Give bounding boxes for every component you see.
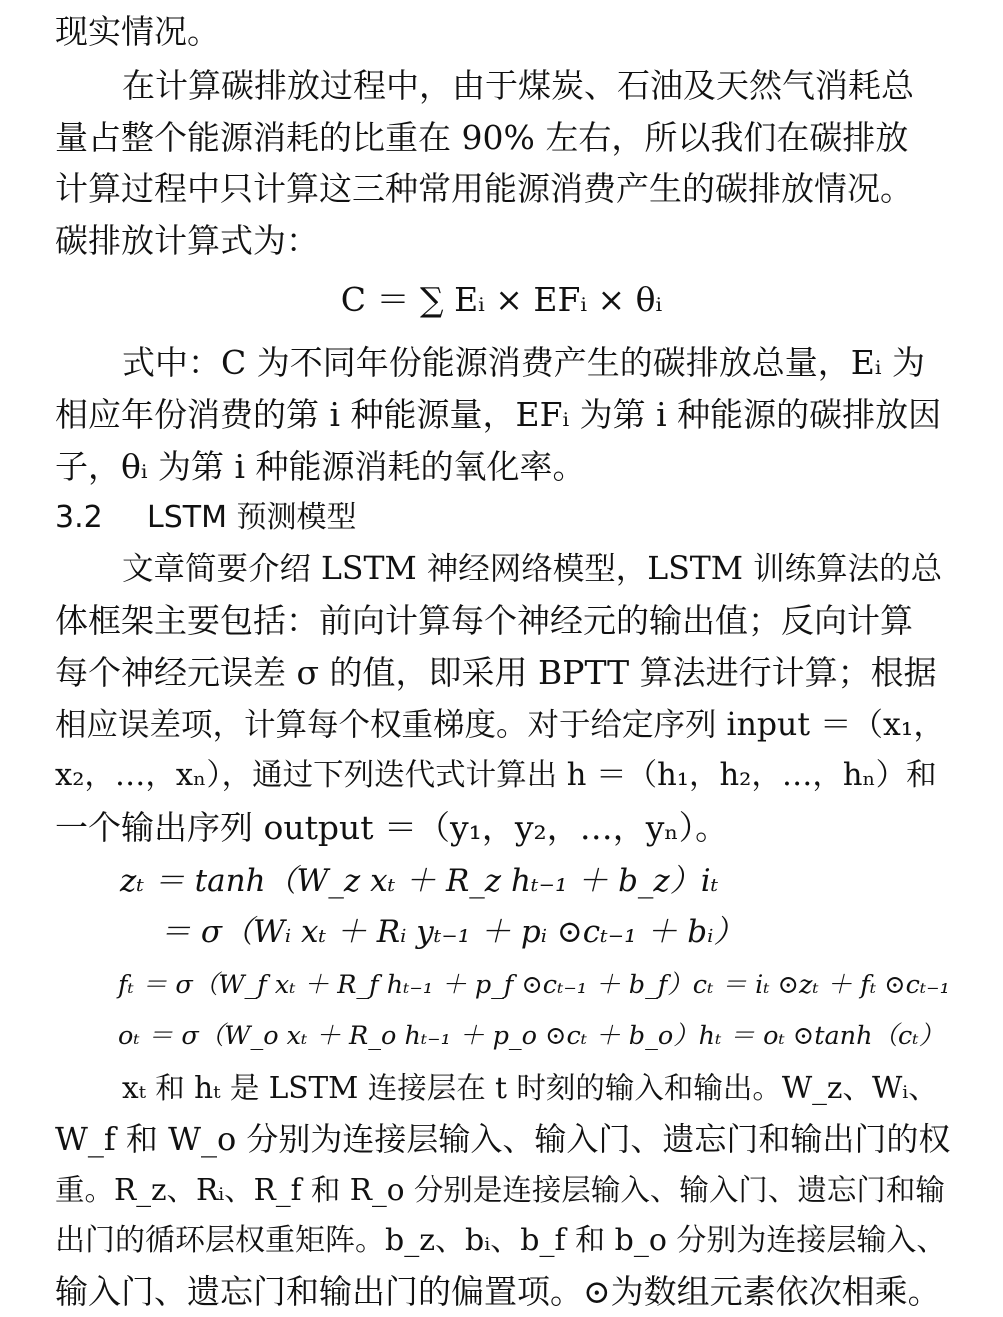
text-line: 相应误差项，计算每个权重梯度。对于给定序列 input ＝（x₁， — [55, 707, 945, 743]
section-number: 3.2 — [55, 500, 103, 535]
lstm-equation-1: zₜ ＝ tanh（W_z xₜ ＋ R_z hₜ₋₁ ＋ b_z）iₜ — [120, 863, 719, 899]
text-line: 计算过程中只计算这三种常用能源消费产生的碳排放情况。 — [55, 169, 913, 208]
text-line: 碳排放计算式为： — [55, 221, 319, 260]
text-line: x₂，…，xₙ），通过下列迭代式计算出 h ＝（h₁，h₂，…，hₙ）和 — [55, 758, 937, 793]
text-line: 量占整个能源消耗的比重在 90% 左右，所以我们在碳排放 — [55, 118, 909, 157]
text-line: 子，θᵢ 为第 i 种能源消耗的氧化率。 — [55, 447, 586, 486]
text-line: 重。R_z、Rᵢ、R_f 和 R_o 分别是连接层输入、输入门、遗忘门和输 — [55, 1173, 945, 1207]
text-line: W_f 和 W_o 分别为连接层输入、输入门、遗忘门和输出门的权 — [55, 1120, 951, 1158]
text-line: 文章简要介绍 LSTM 神经网络模型，LSTM 训练算法的总 — [122, 551, 943, 587]
text-line: 在计算碳排放过程中，由于煤炭、石油及天然气消耗总 — [122, 66, 914, 105]
text-line: 现实情况。 — [55, 12, 220, 51]
lstm-equation-4: oₜ ＝ σ（W_o xₜ ＋ R_o hₜ₋₁ ＋ p_o ⊙cₜ ＋ b_o）hₜ ＝ oₜ ⊙tanh（cₜ） — [118, 1021, 945, 1051]
text-line: 输入门、遗忘门和输出门的偏置项。⊙为数组元素依次相乘。 — [55, 1272, 941, 1311]
lstm-equation-3: fₜ ＝ σ（W_f xₜ ＋ R_f hₜ₋₁ ＋ p_f ⊙cₜ₋₁ ＋ b_f）cₜ ＝ iₜ ⊙zₜ ＋ fₜ ⊙cₜ₋₁ — [118, 970, 950, 1000]
lstm-equation-2: ＝ σ（Wᵢ xₜ ＋ Rᵢ yₜ₋₁ ＋ pᵢ ⊙cₜ₋₁ ＋ bᵢ） — [160, 914, 745, 950]
text-line: 出门的循环层权重矩阵。b_z、bᵢ、b_f 和 b_o 分别为连接层输入、 — [55, 1223, 947, 1258]
section-heading — [55, 498, 357, 538]
text-line: xₜ 和 hₜ 是 LSTM 连接层在 t 时刻的输入和输出。W_z、Wᵢ、 — [122, 1071, 938, 1105]
text-line: 一个输出序列 output ＝（y₁，y₂，…，yₙ）。 — [55, 808, 729, 847]
section-title: LSTM 预测模型 — [147, 500, 357, 535]
text-line: 体框架主要包括：前向计算每个神经元的输出值；反向计算 — [55, 601, 913, 640]
carbon-emission-formula: C ＝ ∑ Eᵢ × EFᵢ × θᵢ — [340, 280, 663, 319]
text-line: 相应年份消费的第 i 种能源量，EFᵢ 为第 i 种能源的碳排放因 — [55, 395, 942, 434]
text-line: 每个神经元误差 σ 的值，即采用 BPTT 算法进行计算；根据 — [55, 653, 937, 692]
text-line: 式中：C 为不同年份能源消费产生的碳排放总量，Eᵢ 为 — [122, 343, 925, 382]
